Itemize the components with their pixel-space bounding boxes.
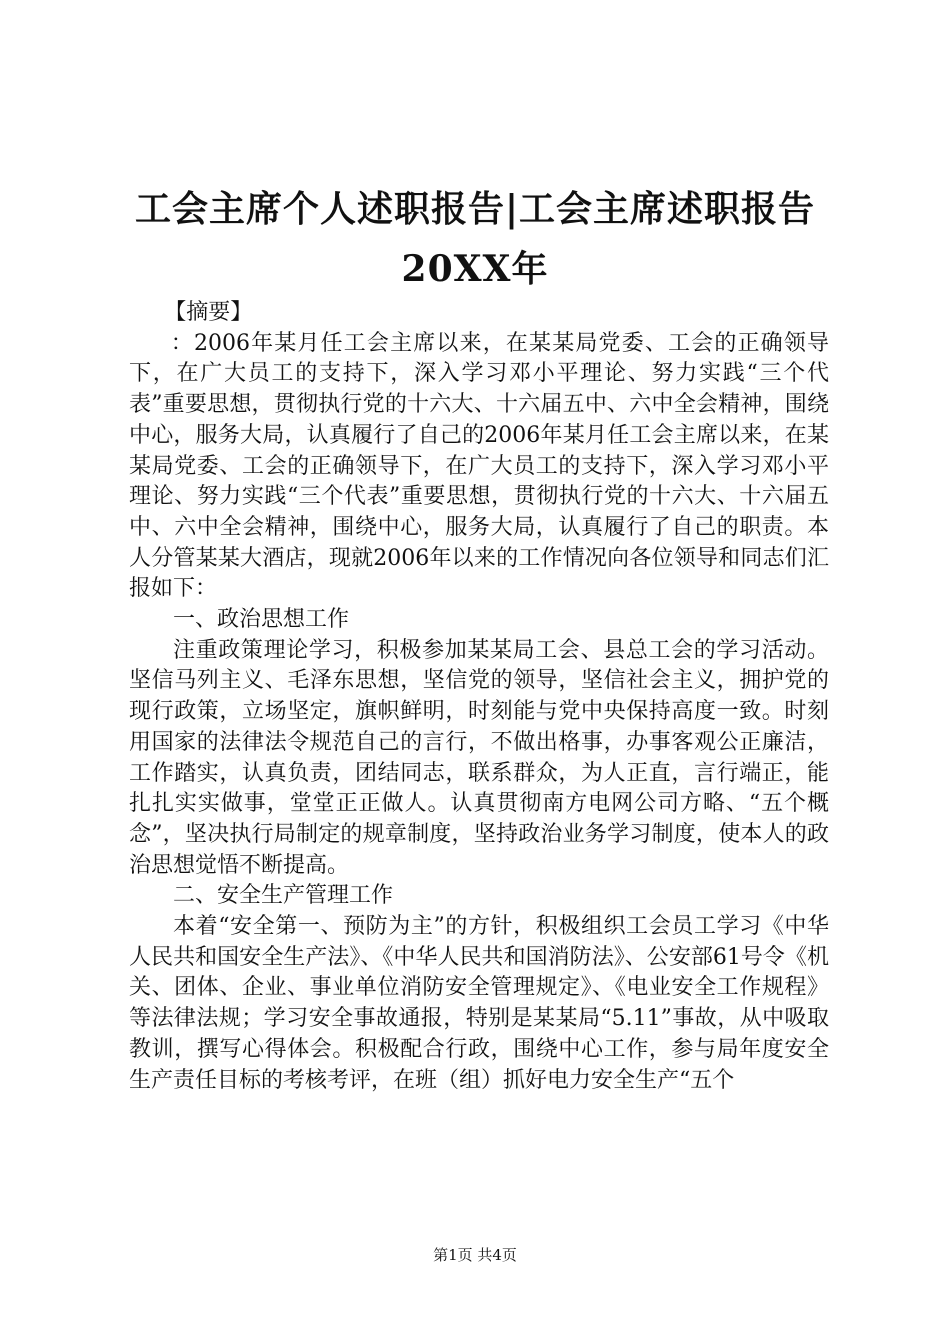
section-heading-politics: 一、政治思想工作 <box>173 607 350 633</box>
paragraph-politics: 注重政策理论学习，积极参加某某局工会、县总工会的学习活动。坚信马列主义、毛泽东思想，坚信党的领导，坚信社会主义，拥护党的现行政策，立场坚定，旗帜鲜明，时刻能与党中央保持高度一致。时刻用国家的法律法令规范自己的言行，不做出格事，办事客观公正廉洁，工作踏实，认真负责，团结同志，联系群众，为人正直，言行端正，能扎扎实实做事，堂堂正正做人。认真贯彻南方电网公司方略、“五个概念”，坚决执行局制定的规章制度，坚持政治业务学习制度，使本人的政治思想觉悟不断提高。 <box>129 637 829 878</box>
document-title-year: 20XX年 <box>401 248 549 290</box>
section-heading-safety: 二、安全生产管理工作 <box>173 883 394 909</box>
document-title: 工会主席个人述职报告|工会主席述职报告 <box>134 188 816 230</box>
document-body <box>129 298 829 1096</box>
paragraph-safety: 本着“安全第一、预防为主”的方针，积极组织工会员工学习《中华人民共和国安全生产法》、《中华人民共和国消防法》、公安部61号令《机关、团体、企业、事业单位消防安全管理规定》、《电业安全工作规程》等法律法规；学习安全事故通报，特别是某某局“5.11”事故，从中吸取教训，撰写心得体会。积极配合行政，围绕中心工作，参与局年度安全生产责任目标的考核考评，在班（组）抓好电力安全生产“五个 <box>129 914 829 1093</box>
paragraph-intro: ：2006年某月任工会主席以来，在某某局党委、工会的正确领导下，在广大员工的支持下，深入学习邓小平理论、努力实践“三个代表”重要思想，贯彻执行党的十六大、十六届五中、六中全会精神，围绕中心，服务大局，认真履行了自己的2006年某月任工会主席以来，在某某局党委、工会的正确领导下，在广大员工的支持下，深入学习邓小平理论、努力实践“三个代表”重要思想，贯彻执行党的十六大、十六届五中、六中全会精神，围绕中心，服务大局，认真履行了自己的职责。本人分管某某大酒店，现就2006年以来的工作情况向各位领导和同志们汇报如下： <box>129 330 829 602</box>
page-footer: 第1页 共4页 <box>433 1246 517 1264</box>
abstract-label: 【摘要】 <box>164 300 253 325</box>
